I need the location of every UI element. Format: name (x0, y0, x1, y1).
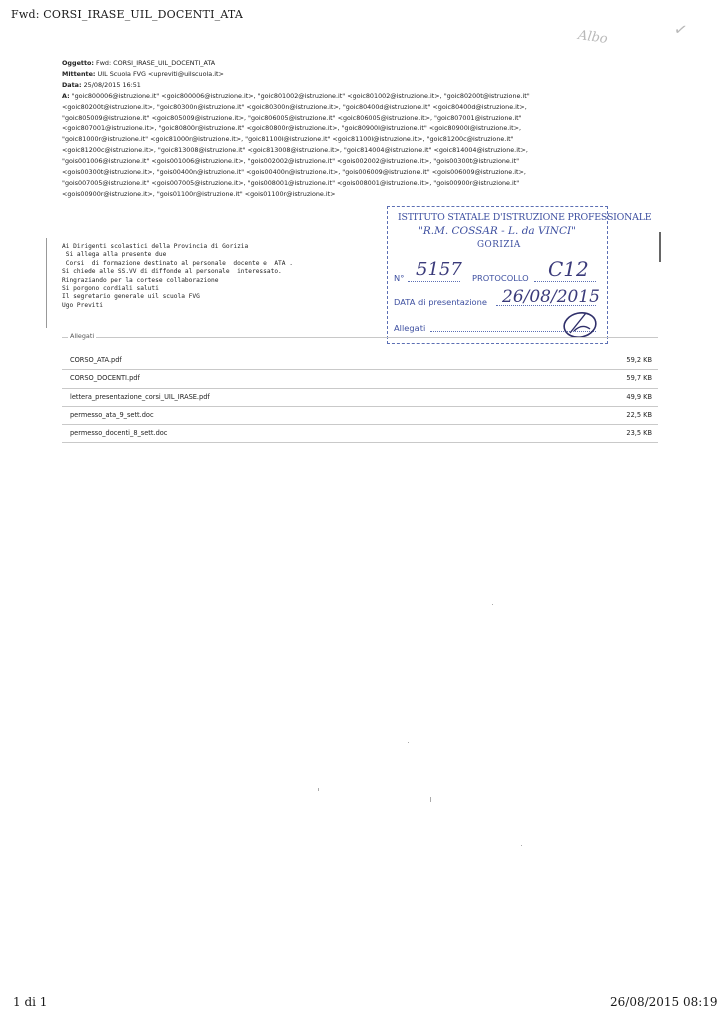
scan-speck (430, 797, 431, 802)
attachment-name[interactable]: CORSO_DOCENTI.pdf (70, 374, 140, 383)
stamp-city: GORIZIA (477, 240, 521, 250)
stamp-institute-name: ISTITUTO STATALE D'ISTRUZIONE PROFESSIONALE (398, 212, 652, 223)
subject-row (62, 58, 622, 69)
recipient-line: "goic81000r@istruzione.it" <goic81000r@istruzione.it>, "goic81100l@istruzione.it" <goic81100l@istruzione.it>, "goic81200c@istruzione.it" (62, 135, 514, 144)
recipient-line: <gois00300t@istruzione.it>, "gois00400n@istruzione.it" <gois00400n@istruzione.it>, "gois006009@istruzione.it" <gois006009@istruzione.it>, (62, 168, 526, 177)
attachment-name[interactable]: permesso_docenti_8_sett.doc (70, 429, 168, 438)
attachment-row[interactable] (62, 370, 658, 388)
stamp-date-label: DATA di presentazione (394, 297, 487, 307)
attachment-size: 59,7 KB (626, 374, 652, 383)
to-label: A: (62, 91, 70, 100)
stamp-protocol-dots (534, 281, 596, 282)
sender-label: Mittente: (62, 69, 96, 78)
check-mark-icon: ✓ (672, 18, 690, 41)
stamp-protocol-value: C12 (548, 257, 589, 281)
body-line: Ringraziando per la cortese collaborazione (62, 276, 219, 284)
attachments-label: Allegati (70, 332, 95, 340)
attachment-row[interactable] (62, 352, 658, 370)
email-header (62, 58, 622, 200)
attachment-size: 59,2 KB (626, 356, 652, 364)
stamp-attachments-label: Allegati (394, 323, 426, 333)
attachment-name[interactable]: permesso_ata_9_sett.doc (70, 410, 154, 419)
recipient-line: <goic807001@istruzione.it>, "goic80800r@istruzione.it" <goic80800r@istruzione.it>, "goic80900l@istruzione.it" <goic80900l@istruzione.it>, (62, 124, 521, 133)
quote-bar (46, 238, 47, 328)
attachment-row[interactable] (62, 389, 658, 407)
scan-speck (318, 788, 319, 791)
attachment-row[interactable] (62, 407, 658, 425)
stamp-number-dots (408, 281, 460, 282)
recipient-line: <gois00900r@istruzione.it>, "gois01100r@istruzione.it" <gois01100r@istruzione.it> (62, 189, 336, 198)
stamp-number-value: 5157 (416, 259, 462, 280)
date-row (62, 80, 622, 91)
stamp-date-value: 26/08/2015 (502, 287, 600, 307)
scan-mark (659, 232, 661, 262)
attachment-size: 22,5 KB (626, 410, 652, 419)
subject-label: Oggetto: (62, 59, 94, 67)
body-line: Ai Dirigenti scolastici della Provincia di Gorizia (62, 243, 249, 250)
stamp-protocol-label: PROTOCOLLO (472, 273, 529, 283)
recipients-row (62, 91, 622, 102)
sender-value: UIL Scuola FVG <upreviti@uilscuola.it> (97, 69, 224, 78)
body-line: Corsi di formazione destinato al personale docente e ATA . (62, 259, 293, 267)
subject-value: Fwd: CORSI_IRASE_UIL_DOCENTI_ATA (96, 59, 216, 67)
footer-page-count: 1 di 1 (13, 995, 48, 1009)
attachment-name[interactable]: lettera_presentazione_corsi_UIL_IRASE.pdf (70, 392, 210, 401)
scan-speck (492, 604, 493, 605)
recipient-line: "gois001006@istruzione.it" <gois001006@istruzione.it>, "gois002002@istruzione.it" <gois002002@istruzione.it>, "gois00300t@istruzione.it" (62, 157, 520, 166)
recipient-line: "goic805009@istruzione.it" <goic805009@istruzione.it>, "goic806005@istruzione.it" <goic806005@istruzione.it>, "goic807001@istruzione.it" (62, 113, 522, 122)
attachment-size: 23,5 KB (626, 429, 652, 438)
recipient-line: <goic80200t@istruzione.it>, "goic80300n@istruzione.it" <goic80300n@istruzione.it>, "goic80400d@istruzione.it" <goic80400d@istruzione.it>, (62, 102, 527, 111)
attachment-row[interactable] (62, 425, 658, 443)
handwritten-signature-icon (556, 307, 606, 341)
stamp-school-name: "R.M. COSSAR - L. da VINCI" (418, 225, 576, 237)
attachments-list (62, 352, 658, 443)
attachment-size: 49,9 KB (626, 392, 652, 401)
body-line: Ugo Previti (62, 301, 103, 309)
body-line: Il segretario generale uil scuola FVG (62, 293, 200, 301)
stamp-number-label: N° (394, 273, 405, 283)
attachment-name[interactable]: CORSO_ATA.pdf (70, 356, 122, 364)
handwritten-annotation: Albo (577, 28, 609, 47)
recipient-line: "gois007005@istruzione.it" <gois007005@istruzione.it>, "gois008001@istruzione.it" <gois008001@istruzione.it>, "gois00900r@istruzione.it" (62, 178, 520, 187)
attachments-divider (62, 337, 658, 338)
date-value: 25/08/2015 16:51 (83, 80, 141, 89)
scan-speck (408, 742, 409, 743)
page-title: Fwd: CORSI_IRASE_UIL_DOCENTI_ATA (11, 8, 243, 21)
sender-row (62, 69, 622, 80)
recipient-line: "goic800006@istruzione.it" <goic800006@istruzione.it>, "goic801002@istruzione.it" <goic801002@istruzione.it>, "goic80200t@istruzione.it" (71, 91, 530, 100)
email-body (62, 243, 293, 310)
body-line: Si chiede alle SS.VV di diffonde al personale interessato. (62, 268, 282, 276)
scan-speck (521, 845, 522, 846)
body-line: Si porgono cordiali saluti (62, 285, 159, 293)
body-line: Si allega alla presente due (62, 251, 167, 259)
protocol-stamp (387, 206, 652, 344)
recipient-line: <goic81200c@istruzione.it>, "goic813008@istruzione.it" <goic813008@istruzione.it>, "goic814004@istruzione.it" <goic814004@istruzione.it>, (62, 146, 528, 155)
date-label: Data: (62, 80, 82, 89)
footer-datetime: 26/08/2015 08:19 (610, 995, 718, 1009)
